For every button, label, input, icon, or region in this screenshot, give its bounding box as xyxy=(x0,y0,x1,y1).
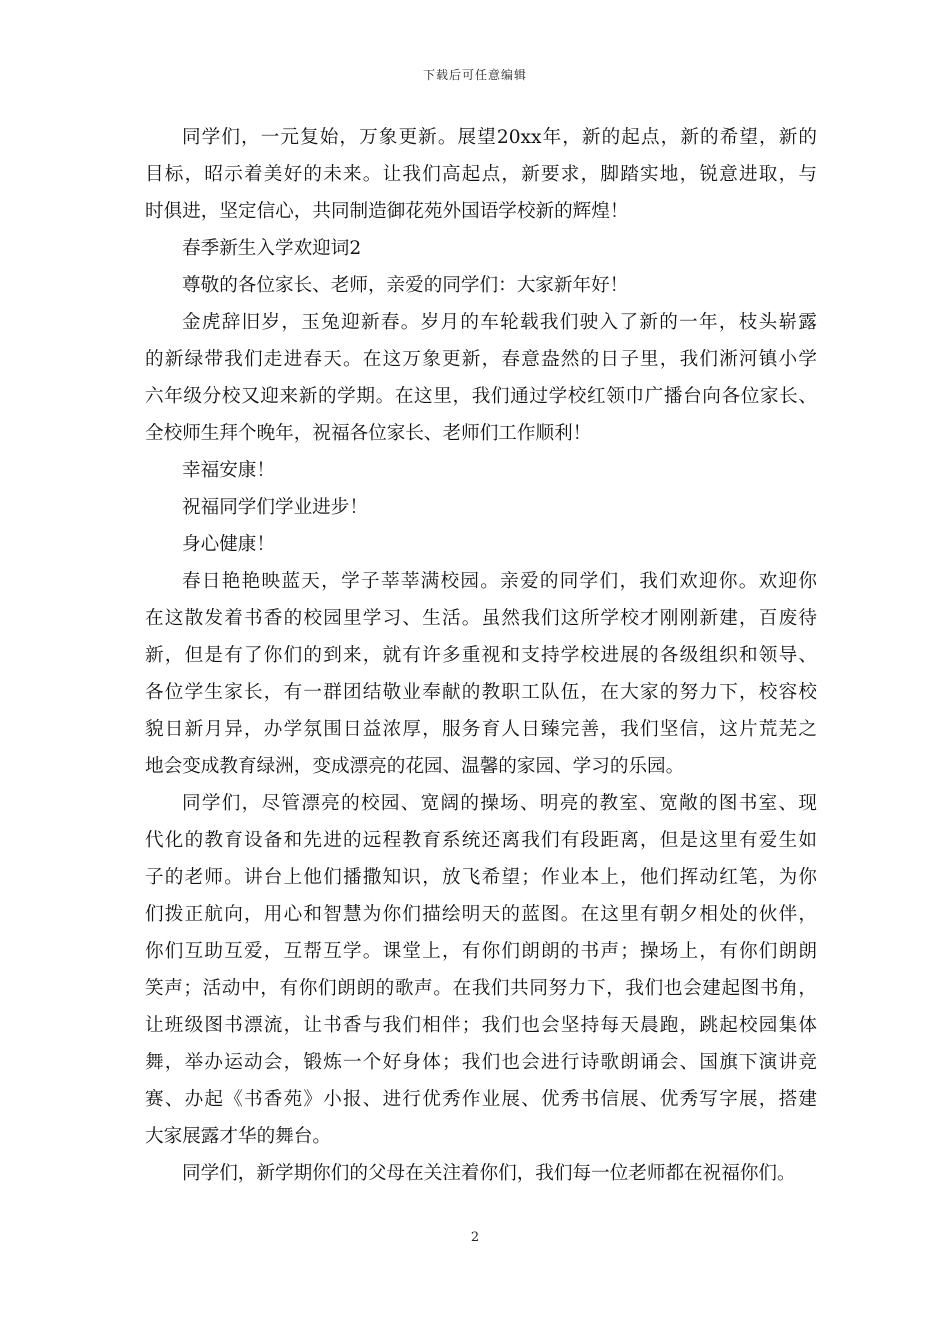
text-line: 的新绿带我们走进春天。在这万象更新，春意盎然的日子里，我们淅河镇小学 xyxy=(145,349,817,370)
text-line: 同学们，新学期你们的父母在关注着你们，我们每一位老师都在祝福你们。 xyxy=(182,1163,796,1184)
text-line: 同学们，尽管漂亮的校园、宽阔的操场、明亮的教室、宽敞的图书室、现 xyxy=(182,793,817,814)
text-line: 们拨正航向，用心和智慧为你们描绘明天的蓝图。在这里有朝夕相处的伙伴， xyxy=(145,904,817,925)
text-line: 子的老师。讲台上他们播撒知识，放飞希望；作业本上，他们挥动红笔，为你 xyxy=(145,867,817,888)
text-line: 祝福同学们学业进步！ xyxy=(182,497,368,518)
text-line: 同学们，一元复始，万象更新。展望20xx年，新的起点，新的希望，新的 xyxy=(182,127,817,148)
text-line: 幸福安康！ xyxy=(182,460,275,481)
text-line: 让班级图书漂流，让书香与我们相伴；我们也会坚持每天晨跑，跳起校园集体 xyxy=(145,1015,817,1036)
text-line: 笑声；活动中，有你们朗朗的歌声。在我们共同努力下，我们也会建起图书角， xyxy=(145,978,817,999)
page-header: 下载后可任意编辑 xyxy=(422,68,527,82)
text-line: 各位学生家长，有一群团结敬业奉献的教职工队伍，在大家的努力下，校容校 xyxy=(145,682,817,703)
text-line: 你们互助互爱，互帮互学。课堂上，有你们朗朗的书声；操场上，有你们朗朗 xyxy=(145,941,817,962)
text-line: 代化的教育设备和先进的远程教育系统还离我们有段距离，但是这里有爱生如 xyxy=(145,830,817,851)
text-line: 在这散发着书香的校园里学习、生活。虽然我们这所学校才刚刚新建，百废待 xyxy=(145,608,817,629)
text-line: 目标，昭示着美好的未来。让我们高起点，新要求，脚踏实地，锐意进取，与 xyxy=(145,164,817,185)
text-line: 尊敬的各位家长、老师，亲爱的同学们：大家新年好！ xyxy=(182,275,629,296)
text-line: 貌日新月异，办学氛围日益浓厚，服务育人日臻完善，我们坚信，这片荒芜之 xyxy=(145,719,817,740)
text-line: 春日艳艳映蓝天，学子莘莘满校园。亲爱的同学们，我们欢迎你。欢迎你 xyxy=(182,571,817,592)
text-line: 舞，举办运动会，锻炼一个好身体；我们也会进行诗歌朗诵会、国旗下演讲竞 xyxy=(145,1052,817,1073)
text-line: 大家展露才华的舞台。 xyxy=(145,1126,331,1147)
text-line: 赛、办起《书香苑》小报、进行优秀作业展、优秀书信展、优秀写字展，搭建 xyxy=(145,1089,817,1110)
document-body xyxy=(145,119,817,1192)
text-line: 金虎辞旧岁，玉兔迎新春。岁月的车轮载我们驶入了新的一年，枝头崭露 xyxy=(182,312,817,333)
page-number: 2 xyxy=(470,1230,480,1245)
text-line: 时俱进，坚定信心，共同制造御花苑外国语学校新的辉煌！ xyxy=(145,201,629,222)
text-line: 地会变成教育绿洲，变成漂亮的花园、温馨的家园、学习的乐园。 xyxy=(145,756,685,777)
text-line: 六年级分校又迎来新的学期。在这里，我们通过学校红领巾广播台向各位家长、 xyxy=(145,386,817,407)
text-line: 春季新生入学欢迎词2 xyxy=(182,238,362,259)
text-line: 全校师生拜个晚年，祝福各位家长、老师们工作顺利！ xyxy=(145,423,592,444)
text-line: 身心健康！ xyxy=(182,534,275,555)
text-line: 新，但是有了你们的到来，就有许多重视和支持学校进展的各级组织和领导、 xyxy=(145,645,817,666)
